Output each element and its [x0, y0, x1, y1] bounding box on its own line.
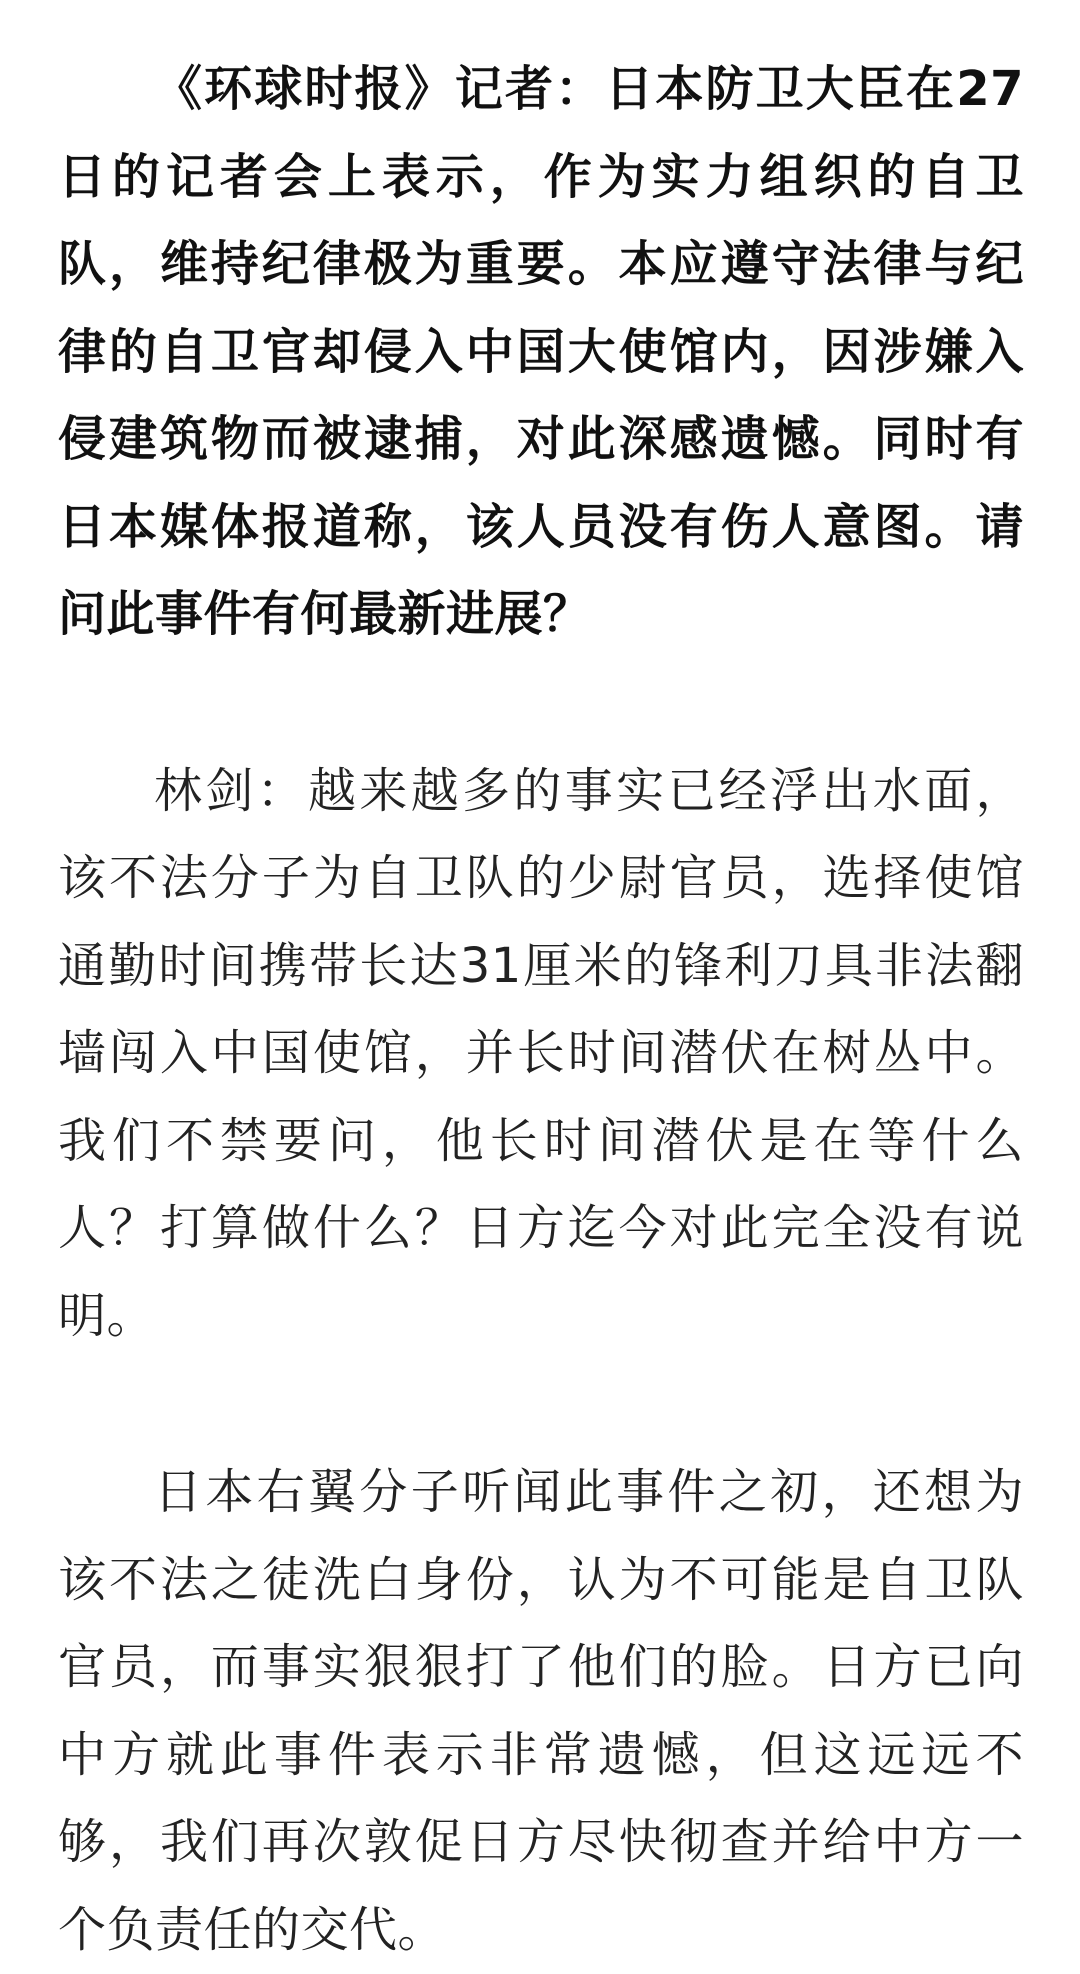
reporter-question-paragraph: 《环球时报》记者：日本防卫大臣在27日的记者会上表示，作为实力组织的自卫队，维持纪律极为重要。本应遵守法律与纪律的自卫官却侵入中国大使馆内，因涉嫌入侵建筑物而被逮捕，对此深感遗憾。同时有日本媒体报道称，该人员没有伤人意图。请问此事件有何最新进展？: [58, 61, 1024, 642]
spokesperson-answer-paragraph: 林剑：越来越多的事实已经浮出水面，该不法分子为自卫队的少尉官员，选择使馆通勤时间携带长达31厘米的锋利刀具非法翻墙闯入中国使馆，并长时间潜伏在树丛中。我们不禁要问，他长时间潜伏是在等什么人？打算做什么？日方迄今对此完全没有说明。: [58, 762, 1024, 1344]
paragraph-spacer: [58, 1360, 1024, 1449]
paragraph-spacer: [58, 659, 1024, 748]
spokesperson-answer-paragraph-continued: 日本右翼分子听闻此事件之初，还想为该不法之徒洗白身份，认为不可能是自卫队官员，而事实狠狠打了他们的脸。日方已向中方就此事件表示非常遗憾，但这远远不够，我们再次敦促日方尽快彻查并给中方一个负责任的交代。: [58, 1464, 1024, 1958]
article-body: [58, 46, 1024, 1974]
